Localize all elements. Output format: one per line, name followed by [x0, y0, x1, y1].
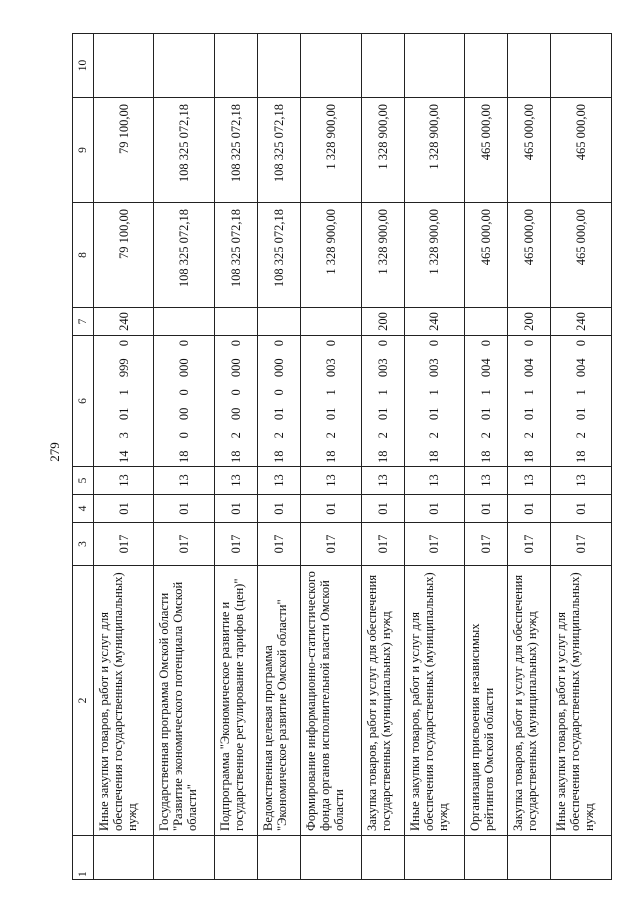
target-article-cell: [214, 336, 257, 467]
subsection-cell: 13: [257, 467, 300, 495]
header-cell: 10: [73, 34, 94, 98]
subsection-cell: 13: [301, 467, 361, 495]
target-article-parts: [117, 336, 131, 466]
target-article-part: 0: [228, 389, 243, 396]
description-cell: Иные закупки товаров, работ и услуг для обеспечения государственных (муниципальных) нужд: [93, 566, 153, 836]
target-article-parts: [574, 336, 588, 466]
target-article-part: 01: [375, 407, 390, 421]
target-article-cell: [93, 336, 153, 467]
table-row: [551, 34, 612, 880]
target-article-part: 2: [323, 432, 338, 439]
target-article-part: 2: [375, 432, 390, 439]
target-article-part: 000: [177, 358, 192, 378]
row-index-cell: [93, 836, 153, 880]
target-article-part: 1: [479, 389, 494, 396]
subsection-cell: 13: [361, 467, 404, 495]
target-article-parts: [272, 336, 286, 466]
row-index-cell: [551, 836, 612, 880]
target-article-part: 0: [574, 340, 589, 347]
target-article-part: 1: [574, 389, 589, 396]
target-article-part: 01: [323, 407, 338, 421]
percent-cell: [93, 34, 153, 98]
percent-cell: [551, 34, 612, 98]
target-article-part: 18: [574, 450, 589, 463]
target-article-parts: [479, 336, 493, 466]
percent-cell: [214, 34, 257, 98]
target-article-part: 3: [116, 432, 131, 439]
row-index-cell: [404, 836, 464, 880]
expense-type-cell: [465, 308, 508, 336]
amount-cell: 108 325 072,18: [154, 98, 214, 203]
target-article-parts: [376, 336, 390, 466]
section-cell: 01: [93, 495, 153, 523]
percent-cell: [301, 34, 361, 98]
target-article-part: 999: [116, 358, 131, 378]
target-article-part: 18: [177, 450, 192, 463]
target-article-part: 18: [375, 450, 390, 463]
expense-type-cell: [214, 308, 257, 336]
target-article-part: 1: [323, 389, 338, 396]
target-article-part: 0: [177, 340, 192, 347]
target-article-part: 0: [272, 340, 287, 347]
header-cell: 7: [73, 308, 94, 336]
target-article-cell: [404, 336, 464, 467]
row-index-cell: [301, 836, 361, 880]
target-article-part: 1: [116, 389, 131, 396]
target-article-part: 2: [427, 432, 442, 439]
description-cell: Закупка товаров, работ и услуг для обеспечения государственных (муниципальных) нужд: [361, 566, 404, 836]
section-cell: 01: [257, 495, 300, 523]
target-article-part: 0: [323, 340, 338, 347]
header-cell: 9: [73, 98, 94, 203]
expense-type-cell: 200: [508, 308, 551, 336]
header-row: [73, 34, 94, 880]
description-cell: Закупка товаров, работ и услуг для обеспечения государственных (муниципальных) нужд: [508, 566, 551, 836]
target-article-part: 2: [479, 432, 494, 439]
target-article-part: 2: [228, 432, 243, 439]
header-cell: 1: [73, 836, 94, 880]
target-article-part: 18: [228, 450, 243, 463]
row-index-cell: [465, 836, 508, 880]
subsection-cell: 13: [465, 467, 508, 495]
percent-cell: [154, 34, 214, 98]
amount-cell: 108 325 072,18: [257, 203, 300, 308]
section-cell: 01: [361, 495, 404, 523]
expense-type-cell: [154, 308, 214, 336]
header-cell: 3: [73, 523, 94, 566]
target-article-part: 0: [116, 340, 131, 347]
header-cell: 2: [73, 566, 94, 836]
expense-type-cell: 240: [404, 308, 464, 336]
table-row: [214, 34, 257, 880]
expense-type-cell: [257, 308, 300, 336]
target-article-part: 004: [574, 358, 589, 378]
subsection-cell: 13: [508, 467, 551, 495]
amount-cell: 1 328 900,00: [301, 203, 361, 308]
subsection-cell: 13: [551, 467, 612, 495]
ministry-code-cell: 017: [551, 523, 612, 566]
percent-cell: [404, 34, 464, 98]
ministry-code-cell: 017: [465, 523, 508, 566]
row-index-cell: [361, 836, 404, 880]
target-article-part: 00: [228, 407, 243, 421]
target-article-parts: [522, 336, 536, 466]
description-cell: Государственная программа Омской области "Развитие экономического потенциала Омской области": [154, 566, 214, 836]
ministry-code-cell: 017: [214, 523, 257, 566]
percent-cell: [465, 34, 508, 98]
header-cell: 6: [73, 336, 94, 467]
amount-cell: 465 000,00: [508, 203, 551, 308]
amount-cell: 1 328 900,00: [404, 98, 464, 203]
amount-cell: 108 325 072,18: [214, 203, 257, 308]
expense-type-cell: 240: [551, 308, 612, 336]
target-article-cell: [154, 336, 214, 467]
amount-cell: 1 328 900,00: [361, 98, 404, 203]
target-article-cell: [361, 336, 404, 467]
ministry-code-cell: 017: [404, 523, 464, 566]
amount-cell: 465 000,00: [508, 98, 551, 203]
amount-cell: 465 000,00: [465, 98, 508, 203]
target-article-part: 18: [427, 450, 442, 463]
amount-cell: 79 100,00: [93, 98, 153, 203]
header-cell: 4: [73, 495, 94, 523]
target-article-part: 2: [272, 432, 287, 439]
section-cell: 01: [154, 495, 214, 523]
section-cell: 01: [551, 495, 612, 523]
target-article-cell: [551, 336, 612, 467]
rotated-table-container: [72, 34, 612, 880]
target-article-part: 1: [522, 389, 537, 396]
amount-cell: 465 000,00: [465, 203, 508, 308]
section-cell: 01: [214, 495, 257, 523]
header-cell: 8: [73, 203, 94, 308]
target-article-part: 0: [177, 389, 192, 396]
percent-cell: [508, 34, 551, 98]
section-cell: 01: [301, 495, 361, 523]
target-article-part: 003: [323, 358, 338, 378]
target-article-part: 01: [427, 407, 442, 421]
ministry-code-cell: 017: [154, 523, 214, 566]
target-article-part: 0: [228, 340, 243, 347]
ministry-code-cell: 017: [257, 523, 300, 566]
target-article-part: 0: [427, 340, 442, 347]
target-article-part: 000: [272, 358, 287, 378]
description-cell: Формирование информационно-статистического фонда органов исполнительной власти Омской области: [301, 566, 361, 836]
percent-cell: [361, 34, 404, 98]
amount-cell: 108 325 072,18: [257, 98, 300, 203]
target-article-part: 18: [272, 450, 287, 463]
section-cell: 01: [465, 495, 508, 523]
target-article-part: 003: [427, 358, 442, 378]
target-article-parts: [427, 336, 441, 466]
target-article-part: 0: [272, 389, 287, 396]
row-index-cell: [508, 836, 551, 880]
target-article-parts: [177, 336, 191, 466]
budget-table: [72, 33, 612, 880]
expense-type-cell: 200: [361, 308, 404, 336]
target-article-parts: [324, 336, 338, 466]
target-article-part: 14: [116, 450, 131, 463]
target-article-cell: [465, 336, 508, 467]
target-article-part: 01: [522, 407, 537, 421]
ministry-code-cell: 017: [508, 523, 551, 566]
row-index-cell: [257, 836, 300, 880]
description-cell: Иные закупки товаров, работ и услуг для обеспечения государственных (муниципальных) нужд: [404, 566, 464, 836]
target-article-part: 18: [522, 450, 537, 463]
table-row: [257, 34, 300, 880]
target-article-part: 0: [479, 340, 494, 347]
amount-cell: 1 328 900,00: [404, 203, 464, 308]
description-cell: Иные закупки товаров, работ и услуг для обеспечения государственных (муниципальных) нужд: [551, 566, 612, 836]
description-cell: Подпрограмма "Экономическое развитие и государственное регулирование тарифов (цен)": [214, 566, 257, 836]
target-article-part: 000: [228, 358, 243, 378]
expense-type-cell: [301, 308, 361, 336]
subsection-cell: 13: [154, 467, 214, 495]
target-article-part: 004: [522, 358, 537, 378]
ministry-code-cell: 017: [93, 523, 153, 566]
target-article-part: 01: [479, 407, 494, 421]
percent-cell: [257, 34, 300, 98]
description-cell: Организация присвоения независимых рейтингов Омской области: [465, 566, 508, 836]
target-article-part: 1: [427, 389, 442, 396]
subsection-cell: 13: [214, 467, 257, 495]
target-article-cell: [257, 336, 300, 467]
amount-cell: 108 325 072,18: [154, 203, 214, 308]
target-article-part: 003: [375, 358, 390, 378]
row-index-cell: [154, 836, 214, 880]
target-article-cell: [508, 336, 551, 467]
target-article-cell: [301, 336, 361, 467]
page-number: 279: [47, 442, 62, 462]
subsection-cell: 13: [93, 467, 153, 495]
row-index-cell: [214, 836, 257, 880]
target-article-part: 2: [574, 432, 589, 439]
amount-cell: 108 325 072,18: [214, 98, 257, 203]
target-article-part: 00: [177, 407, 192, 421]
target-article-parts: [229, 336, 243, 466]
table-row: [361, 34, 404, 880]
amount-cell: 1 328 900,00: [361, 203, 404, 308]
target-article-part: 004: [479, 358, 494, 378]
table-row: [93, 34, 153, 880]
table-row: [154, 34, 214, 880]
section-cell: 01: [404, 495, 464, 523]
target-article-part: 0: [177, 432, 192, 439]
amount-cell: 79 100,00: [93, 203, 153, 308]
ministry-code-cell: 017: [301, 523, 361, 566]
section-cell: 01: [508, 495, 551, 523]
target-article-part: 1: [375, 389, 390, 396]
header-cell: 5: [73, 467, 94, 495]
amount-cell: 465 000,00: [551, 203, 612, 308]
target-article-part: 18: [323, 450, 338, 463]
ministry-code-cell: 017: [361, 523, 404, 566]
target-article-part: 0: [522, 340, 537, 347]
description-cell: Ведомственная целевая программа "Экономическое развитие Омской области": [257, 566, 300, 836]
target-article-part: 01: [116, 407, 131, 421]
table-row: [465, 34, 508, 880]
table-row: [404, 34, 464, 880]
amount-cell: 1 328 900,00: [301, 98, 361, 203]
subsection-cell: 13: [404, 467, 464, 495]
expense-type-cell: 240: [93, 308, 153, 336]
target-article-part: 2: [522, 432, 537, 439]
amount-cell: 465 000,00: [551, 98, 612, 203]
target-article-part: 18: [479, 450, 494, 463]
table-row: [301, 34, 361, 880]
table-row: [508, 34, 551, 880]
target-article-part: 01: [574, 407, 589, 421]
target-article-part: 0: [375, 340, 390, 347]
target-article-part: 01: [272, 407, 287, 421]
